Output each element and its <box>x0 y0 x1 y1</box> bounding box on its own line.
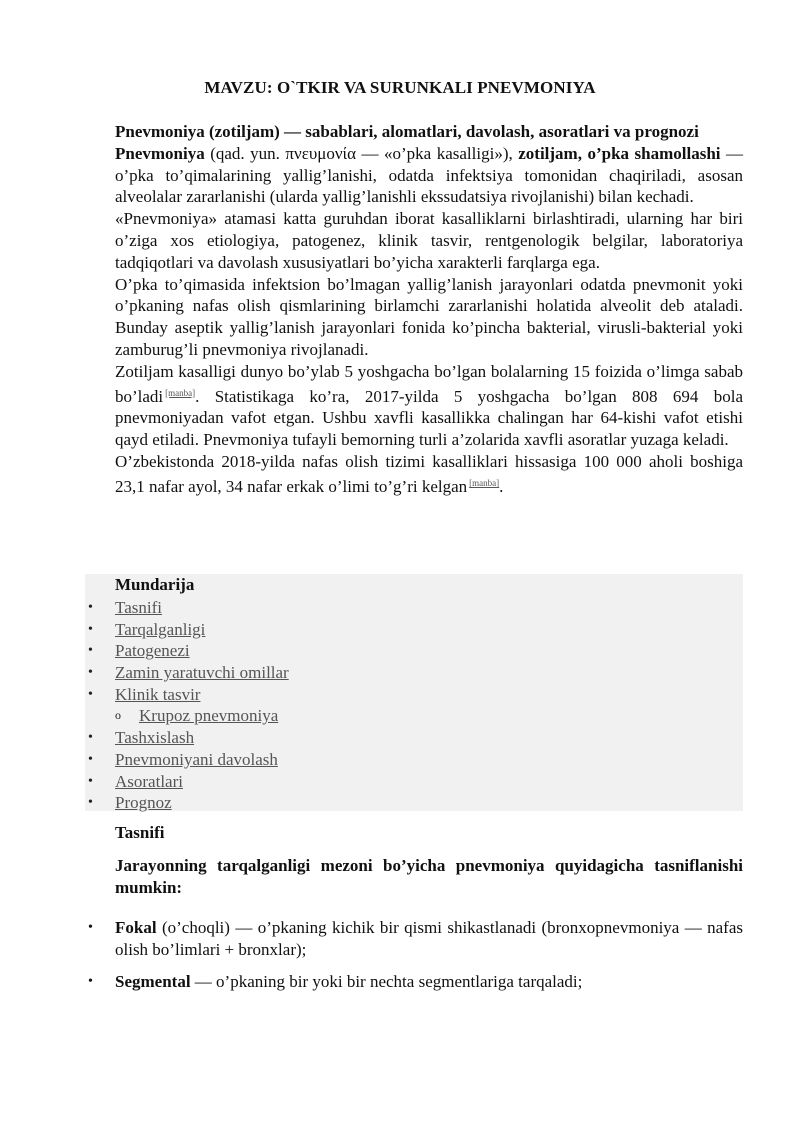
toc-item-prognoz <box>85 792 743 814</box>
toc-item-tashxislash <box>85 727 743 749</box>
uzbekistan-text-end: . <box>499 476 504 496</box>
intro-body <box>115 121 743 498</box>
table-of-contents <box>85 574 743 811</box>
bullet-icon: • <box>88 773 93 789</box>
toc-link-asoratlari[interactable]: Asoratlari <box>115 771 183 791</box>
term-synonyms: zotiljam, o’pka shamollashi <box>518 143 721 163</box>
toc-link-krupoz[interactable]: Krupoz pnevmoniya <box>139 706 279 726</box>
toc-title: Mundarija <box>115 575 195 594</box>
toc-item-patogenezi <box>85 640 743 662</box>
bullet-icon: • <box>88 621 93 637</box>
document-title: MAVZU: O`TKIR VA SURUNKALI PNEVMONIYA <box>204 78 596 97</box>
toc-link-klinik-tasvir[interactable]: Klinik tasvir <box>115 684 201 704</box>
toc-item-davolash <box>85 749 743 771</box>
article-subtitle: Pnevmoniya (zotiljam) — sabablari, alomatlari, davolash, asoratlari va prognozi <box>115 122 699 141</box>
list-item-text <box>115 917 743 961</box>
uzbekistan-text: O’zbekistonda 2018-yilda nafas olish tizimi kasalliklari hissasiga 100 000 aholi boshiga 23,1 nafar ayol, 34 nafar erkak o’limi to’g’ri kelgan <box>115 451 743 496</box>
paragraph-statistics <box>115 361 743 451</box>
list-item-segmental <box>85 971 743 993</box>
bullet-icon: • <box>88 730 93 746</box>
toc-link-patogenezi[interactable]: Patogenezi <box>115 641 190 661</box>
bullet-icon: • <box>88 643 93 659</box>
segmental-description: — o’pkaning bir yoki bir nechta segmentlariga tarqaladi; <box>190 971 583 991</box>
section-heading-tasnifi: Tasnifi <box>115 823 165 842</box>
toc-item-tarqalganligi <box>85 619 743 641</box>
paragraph-term-scope: «Pnevmoniya» atamasi katta guruhdan iborat kasalliklarni birlashtiradi, ularning har biri o’ziga xos etiologiya, patogenez, klinik tasvir, rentgenologik belgilar, laboratoriya tadqiqotlari va davolash xususiyatlari bo’yicha xarakterli farqlarga ega. <box>115 209 743 272</box>
toc-subitem-krupoz <box>85 705 743 727</box>
section-lead: Jarayonning tarqalganligi mezoni bo’yicha pnevmoniya quyidagicha tasniflanishi mumkin: <box>115 856 743 897</box>
paragraph-pneumonitis: O’pka to’qimasida infektsion bo’lmagan yallig’lanish jarayonlari odatda pnevmonit yoki o’pkaning nafas olish qismlarining birlamchi zararlanishi holatida alveolit deb ataladi. Bunday aseptik yallig’lanish jarayonlari fonida ko’pincha bakterial, virusli-bakterial yoki zamburug’li pnevmoniya rivojlanadi. <box>115 274 743 359</box>
statistics-text-b: . Statistikaga ko’ra, 2017-yilda 5 yoshgacha bo’lgan 808 694 bola pnevmoniyadan vafot etgan. Ushbu xavfli kasallikka chalingan har 64-kishi vafot etishi qayd etiladi. Pnevmoniya tufayli bemorning turli a’zolarida xavfli asoratlar yuzaga keladi. <box>115 386 743 450</box>
statistics-text-a: Zotiljam kasalligi dunyo bo’ylab 5 yoshgacha bo’lgan bolalarning 15 foizida o’limga sabab bo’ladi <box>115 361 743 406</box>
bullet-icon: • <box>88 795 93 811</box>
circle-bullet-icon: o <box>115 708 121 723</box>
source-reference-link[interactable]: [manba] <box>165 387 196 398</box>
definition-etymology: (qad. yun. πνευμονία — «o’pka kasalligi»), <box>204 143 519 163</box>
term-segmental: Segmental <box>115 971 191 991</box>
bullet-icon: • <box>88 686 93 702</box>
toc-link-prognoz[interactable]: Prognoz <box>115 793 172 813</box>
bullet-icon: • <box>88 751 93 767</box>
term-pnevmoniya: Pnevmoniya <box>115 143 205 163</box>
bullet-icon: • <box>88 920 93 935</box>
toc-link-tarqalganligi[interactable]: Tarqalganligi <box>115 619 206 639</box>
toc-link-davolash[interactable]: Pnevmoniyani davolash <box>115 749 278 769</box>
bullet-icon: • <box>88 973 93 989</box>
toc-link-zamin-omillar[interactable]: Zamin yaratuvchi omillar <box>115 663 289 683</box>
bullet-icon: • <box>88 665 93 681</box>
toc-item-zamin-omillar <box>85 662 743 684</box>
toc-list <box>85 597 743 814</box>
toc-link-tasnifi[interactable]: Tasnifi <box>115 598 162 617</box>
term-fokal: Fokal <box>115 918 157 937</box>
source-reference-link[interactable]: [manba] <box>469 477 500 488</box>
fokal-description: (o’choqli) — o’pkaning kichik bir qismi shikastlanadi (bronxopnevmoniya — nafas olish bo’limlari + bronxlar); <box>115 918 743 959</box>
classification-list <box>85 917 743 1002</box>
list-item-text <box>115 971 743 993</box>
paragraph-uzbekistan <box>115 451 743 498</box>
toc-item-tasnifi <box>85 597 743 619</box>
toc-item-asoratlari <box>85 771 743 793</box>
toc-item-klinik-tasvir <box>85 684 743 706</box>
list-item-fokal <box>85 917 743 961</box>
definition-text: — o’pka to’qimalarining yallig’lanishi, odatda infektsiya tomonidan chaqiriladi, asosan alveolalar zararlanishi (ularda yallig’lanishli ekssudatsiya rivojlanishi) bilan kechadi. <box>115 143 743 207</box>
toc-link-tashxislash[interactable]: Tashxislash <box>115 728 195 748</box>
bullet-icon: • <box>88 600 93 615</box>
paragraph-definition <box>115 143 743 208</box>
